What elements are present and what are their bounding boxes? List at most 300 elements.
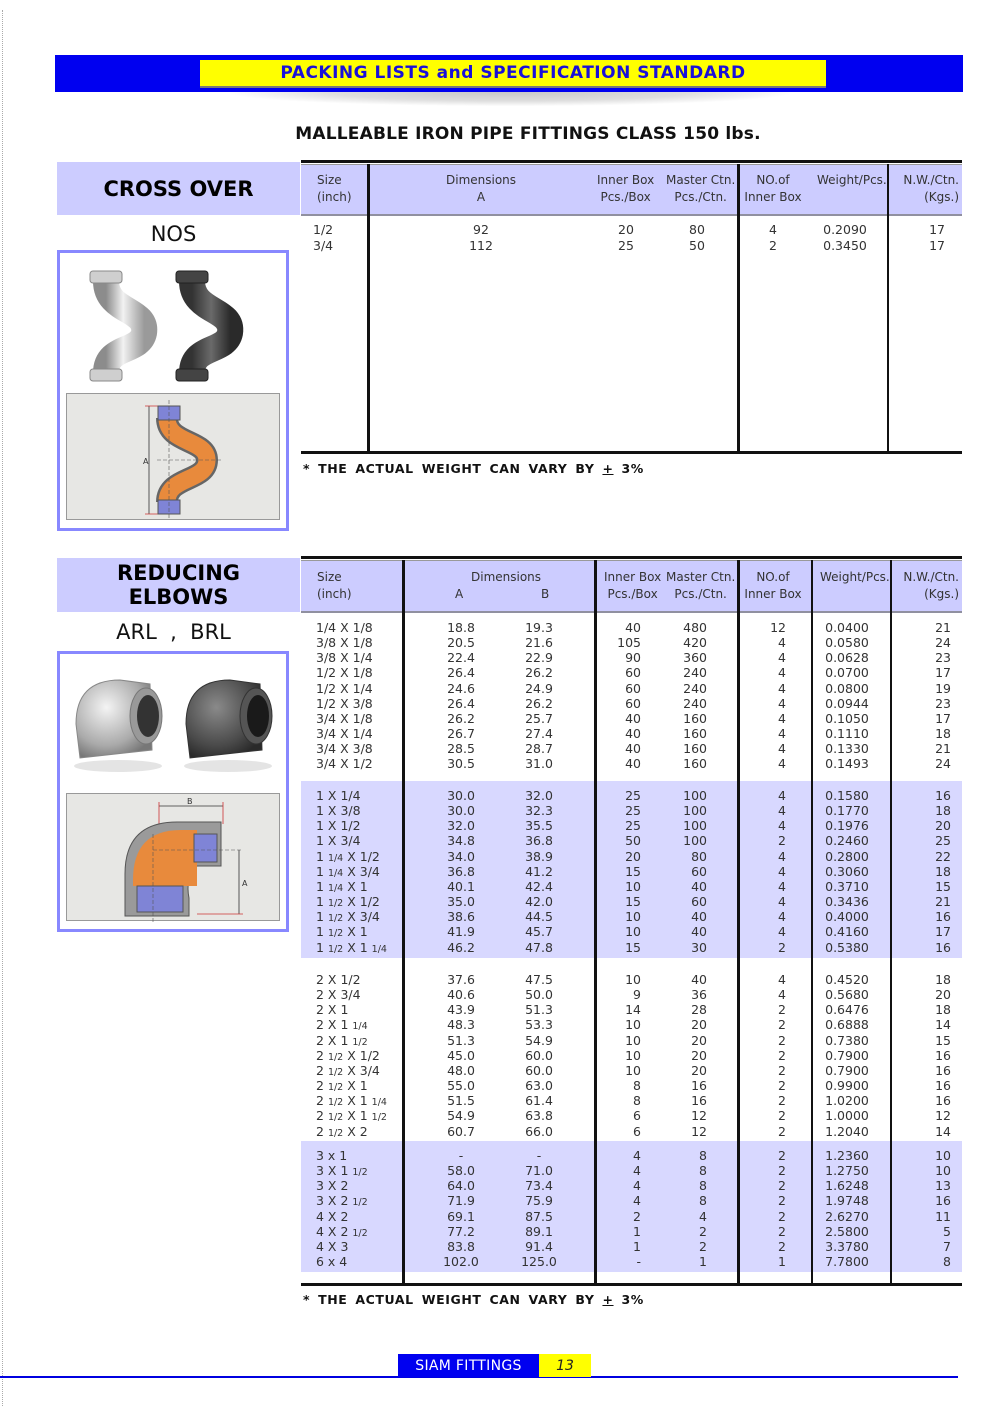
cell-dim-a: 38.6 xyxy=(447,909,475,925)
cell-dim-a: 26.2 xyxy=(447,710,475,726)
cell-no-of-inner-box: 4 xyxy=(778,863,786,879)
col-divider xyxy=(887,164,889,454)
cell-dim-b: 60.0 xyxy=(525,1047,553,1063)
cell-nw: 24 xyxy=(935,635,951,651)
cell-inner-box: 15 xyxy=(625,939,641,955)
table-row xyxy=(301,1108,962,1123)
cell-master-ctn: 40 xyxy=(691,924,707,940)
cell-master-ctn: 28 xyxy=(691,1002,707,1018)
col-dimensions-label: Dimensions xyxy=(446,173,517,187)
cell-master-ctn: 240 xyxy=(683,695,707,711)
cell-master-ctn: 240 xyxy=(683,680,707,696)
cell-inner-box: 2 xyxy=(633,1208,641,1224)
cell-nw: 20 xyxy=(935,987,951,1003)
header-title-box xyxy=(200,60,826,88)
cell-nw: 12 xyxy=(935,1108,951,1124)
cell-size: 3 X 1 1/2 xyxy=(316,1163,368,1179)
cell-dim-a: 26.4 xyxy=(447,695,475,711)
cell-no-of-inner-box: 4 xyxy=(778,848,786,864)
cell-master-ctn: 160 xyxy=(683,726,707,742)
table-row xyxy=(301,1017,962,1032)
cell-inner-box: 40 xyxy=(625,741,641,757)
cell-dim-a: 77.2 xyxy=(447,1223,475,1239)
cell-weight: 0.7900 xyxy=(825,1062,869,1078)
cell-size: 1 1/2 X 1 xyxy=(316,924,368,940)
table-row xyxy=(301,696,962,711)
col-dim-a: A xyxy=(455,587,464,601)
cell-no-of-inner-box: 2 xyxy=(778,1163,786,1179)
cell-no-of-inner-box: 4 xyxy=(778,803,786,819)
cell-weight: 0.0580 xyxy=(825,635,869,651)
cell-nw: 17 xyxy=(929,238,945,253)
drawing-label-a: A xyxy=(143,457,149,466)
cell-dim-a: 26.4 xyxy=(447,665,475,681)
cell-size: 4 X 3 xyxy=(316,1238,349,1254)
cell-no-of-inner-box: 4 xyxy=(769,222,777,237)
cell-nw: 18 xyxy=(935,803,951,819)
cell-dim-b: 66.0 xyxy=(525,1123,553,1139)
cell-size: 3/8 X 1/8 xyxy=(316,635,373,651)
table-row xyxy=(301,1178,962,1193)
cell-nw: 19 xyxy=(935,680,951,696)
cell-weight: 7.7800 xyxy=(825,1254,869,1270)
cell-nw: 21 xyxy=(935,741,951,757)
cell-nw: 25 xyxy=(935,833,951,849)
cell-size: 2 X 1 xyxy=(316,1002,349,1018)
col-weight xyxy=(817,172,887,189)
cell-size: 3/4 X 3/8 xyxy=(316,741,373,757)
cell-size: 1 X 3/8 xyxy=(316,803,361,819)
cell-inner-box: 10 xyxy=(625,909,641,925)
col-nw-unit: (Kgs.) xyxy=(924,190,959,204)
cell-nw: 17 xyxy=(929,222,945,237)
cell-inner-box: 40 xyxy=(625,756,641,772)
reducing-elbow-photo xyxy=(60,654,286,789)
cell-weight: 0.1493 xyxy=(825,756,869,772)
cell-no-of-inner-box: 2 xyxy=(778,1032,786,1048)
cell-weight: 0.2460 xyxy=(825,833,869,849)
table-row xyxy=(301,1002,962,1017)
cell-inner-box: 10 xyxy=(625,972,641,987)
cell-inner-box: 10 xyxy=(625,1017,641,1033)
cell-weight: 0.0800 xyxy=(825,680,869,696)
cell-no-of-inner-box: 2 xyxy=(778,1062,786,1078)
cell-weight: 0.0628 xyxy=(825,650,869,666)
table-row xyxy=(301,650,962,665)
cell-size: 1 1/4 X 1 xyxy=(316,878,368,894)
cell-nw: 10 xyxy=(935,1163,951,1179)
cell-size: 1/2 X 1/4 xyxy=(316,680,373,696)
table-row xyxy=(301,864,962,879)
cell-dim-a: 20.5 xyxy=(447,635,475,651)
cell-size: 1/2 xyxy=(313,222,334,237)
cell-master-ctn: 40 xyxy=(691,878,707,894)
galvanized-elbow-icon xyxy=(74,680,162,772)
cell-nw: 14 xyxy=(935,1017,951,1033)
cell-master-ctn: 16 xyxy=(691,1093,707,1109)
cell-nw: 20 xyxy=(935,818,951,834)
cell-size: 3 X 2 xyxy=(316,1178,349,1194)
cell-inner-box: 10 xyxy=(625,878,641,894)
table-row xyxy=(301,726,962,741)
cell-nw: 18 xyxy=(935,863,951,879)
cell-master-ctn: 4 xyxy=(699,1208,707,1224)
cell-size: 1 1/4 X 3/4 xyxy=(316,863,380,879)
col-master-ctn xyxy=(666,569,735,603)
cell-weight: 1.2750 xyxy=(825,1163,869,1179)
cell-dim-a: 64.0 xyxy=(447,1178,475,1194)
reducing-elbows-table xyxy=(301,556,962,1286)
cell-no-of-inner-box: 4 xyxy=(778,972,786,987)
cell-size: 1/4 X 1/8 xyxy=(316,620,373,635)
cell-weight: 0.3436 xyxy=(825,894,869,910)
page-margin-dots xyxy=(2,10,4,1406)
cell-no-of-inner-box: 2 xyxy=(778,1208,786,1224)
cell-dim-b: 21.6 xyxy=(525,635,553,651)
cell-inner-box: 105 xyxy=(617,635,641,651)
cell-weight: 1.6248 xyxy=(825,1178,869,1194)
cell-master-ctn: 160 xyxy=(683,710,707,726)
cell-dim-a: 71.9 xyxy=(447,1193,475,1209)
col-master-ctn-label: Master Ctn. xyxy=(666,173,736,187)
cell-no-of-inner-box: 4 xyxy=(778,680,786,696)
cell-size: 1 X 1/4 xyxy=(316,788,361,803)
cell-no-of-inner-box: 4 xyxy=(778,726,786,742)
cell-no-of-inner-box: 2 xyxy=(778,1178,786,1194)
cell-inner-box: 20 xyxy=(625,848,641,864)
cell-weight: 0.1976 xyxy=(825,818,869,834)
cell-no-of-inner-box: 4 xyxy=(778,710,786,726)
cell-no-of-inner-box: 4 xyxy=(778,741,786,757)
cell-weight: 0.0700 xyxy=(825,665,869,681)
cell-master-ctn: 80 xyxy=(691,848,707,864)
cell-dim-b: 31.0 xyxy=(525,756,553,772)
cell-dim-b: - xyxy=(536,1148,542,1163)
cell-inner-box: 60 xyxy=(625,695,641,711)
cell-weight: 0.0944 xyxy=(825,695,869,711)
cell-nw: 17 xyxy=(935,710,951,726)
cross-over-title: CROSS OVER xyxy=(103,176,254,201)
plus-minus-symbol: + xyxy=(602,1292,614,1307)
cell-weight: 0.4000 xyxy=(825,909,869,925)
col-dimensions xyxy=(446,172,516,206)
note-percent: 3% xyxy=(613,1292,644,1307)
cell-inner-box: 4 xyxy=(633,1178,641,1194)
cell-dim-b: 89.1 xyxy=(525,1223,553,1239)
cell-nw: 16 xyxy=(935,909,951,925)
reducing-elbow-drawing xyxy=(66,793,280,921)
cell-dim-a: 28.5 xyxy=(447,741,475,757)
table-row xyxy=(301,803,962,818)
table-row xyxy=(301,1224,962,1239)
cell-master-ctn: 160 xyxy=(683,741,707,757)
col-no-of-label: NO.of xyxy=(756,570,790,584)
col-divider xyxy=(367,164,370,454)
cell-size: 3/4 X 1/4 xyxy=(316,726,373,742)
table-row xyxy=(301,909,962,924)
table-top-rule xyxy=(301,556,962,559)
reducing-elbows-image-panel xyxy=(57,651,289,932)
cell-inner-box: 4 xyxy=(633,1193,641,1209)
table-row xyxy=(301,1163,962,1178)
cell-dim-b: 32.3 xyxy=(525,803,553,819)
cell-size: 3/4 X 1/2 xyxy=(316,756,373,772)
cell-dim-a: 48.3 xyxy=(447,1017,475,1033)
cell-inner-box: 10 xyxy=(625,1062,641,1078)
cell-inner-box: 6 xyxy=(633,1108,641,1124)
cell-dim-a: 24.6 xyxy=(447,680,475,696)
reducing-elbow-section-drawing xyxy=(67,794,285,924)
cell-master-ctn: 36 xyxy=(691,987,707,1003)
cell-no-of-inner-box: 4 xyxy=(778,987,786,1003)
cell-no-of-inner-box: 12 xyxy=(770,620,786,635)
drawing-label-b: B xyxy=(187,797,193,806)
cell-inner-box: 15 xyxy=(625,863,641,879)
cell-dim-b: 41.2 xyxy=(525,863,553,879)
cell-weight: 0.4520 xyxy=(825,972,869,987)
cell-master-ctn: 2 xyxy=(699,1223,707,1239)
col-size xyxy=(317,172,352,206)
cell-dim-b: 44.5 xyxy=(525,909,553,925)
cell-dim-a: 34.0 xyxy=(447,848,475,864)
cell-size: 2 X 1 1/4 xyxy=(316,1017,368,1033)
cell-size: 1 X 1/2 xyxy=(316,818,361,834)
table-row xyxy=(301,1033,962,1048)
cell-no-of-inner-box: 2 xyxy=(778,833,786,849)
cell-weight: 2.5800 xyxy=(825,1223,869,1239)
cell-master-ctn: 20 xyxy=(691,1062,707,1078)
cell-size: 1 1/2 X 3/4 xyxy=(316,909,380,925)
cell-dim-b: 63.0 xyxy=(525,1078,553,1094)
col-no-of-unit: Inner Box xyxy=(744,587,802,601)
col-no-of-unit: Inner Box xyxy=(744,190,802,204)
table-row xyxy=(301,879,962,894)
table-row xyxy=(301,924,962,939)
cell-dim-a: 36.8 xyxy=(447,863,475,879)
cross-over-section-drawing xyxy=(67,394,285,524)
cell-size: 2 1/2 X 3/4 xyxy=(316,1062,380,1078)
cell-master-ctn: 60 xyxy=(691,894,707,910)
table-row xyxy=(301,987,962,1002)
col-master-ctn-unit: Pcs./Ctn. xyxy=(674,190,727,204)
cell-dim-a: 45.0 xyxy=(447,1047,475,1063)
cell-dim-a: 32.0 xyxy=(447,818,475,834)
cell-nw: 16 xyxy=(935,1047,951,1063)
table-bottom-rule xyxy=(301,1283,962,1286)
cell-inner-box: 8 xyxy=(633,1078,641,1094)
page-number: 13 xyxy=(539,1354,591,1377)
cell-nw: 5 xyxy=(943,1223,951,1239)
plus-minus-symbol: + xyxy=(602,461,614,476)
cell-inner-box: 8 xyxy=(633,1093,641,1109)
cell-no-of-inner-box: 1 xyxy=(778,1254,786,1270)
cell-master-ctn: 60 xyxy=(691,863,707,879)
cell-size: 1 X 3/4 xyxy=(316,833,361,849)
cell-no-of-inner-box: 2 xyxy=(778,1148,786,1163)
cell-size: 2 X 1 1/2 xyxy=(316,1032,368,1048)
cell-size: 4 X 2 1/2 xyxy=(316,1223,368,1239)
cell-no-of-inner-box: 2 xyxy=(778,1017,786,1033)
cell-nw: 16 xyxy=(935,939,951,955)
cell-dim-a: 18.8 xyxy=(447,620,475,635)
col-no-of-label: NO.of xyxy=(756,173,790,187)
cell-weight: 0.1580 xyxy=(825,788,869,803)
cell-nw: 21 xyxy=(935,894,951,910)
cross-over-table xyxy=(301,160,962,454)
cell-master-ctn: 2 xyxy=(699,1238,707,1254)
cell-nw: 16 xyxy=(935,788,951,803)
reducing-elbows-title-line1: REDUCING xyxy=(116,561,241,585)
cell-dim-b: 35.5 xyxy=(525,818,553,834)
cell-nw: 21 xyxy=(935,620,951,635)
cell-inner-box: 20 xyxy=(618,222,634,237)
cell-dim-a: 92 xyxy=(473,222,489,237)
cell-dim-b: 47.8 xyxy=(525,939,553,955)
table-row xyxy=(301,711,962,726)
cell-weight: 0.2090 xyxy=(823,222,867,237)
cell-inner-box: 1 xyxy=(633,1238,641,1254)
cell-master-ctn: 80 xyxy=(689,222,705,237)
cell-master-ctn: 8 xyxy=(699,1193,707,1209)
cell-no-of-inner-box: 2 xyxy=(778,1108,786,1124)
cell-size: 3 X 2 1/2 xyxy=(316,1193,368,1209)
cell-dim-a: 51.3 xyxy=(447,1032,475,1048)
cell-master-ctn: 50 xyxy=(689,238,705,253)
cell-nw: 14 xyxy=(935,1123,951,1139)
cell-weight: 1.0200 xyxy=(825,1093,869,1109)
drawing-label-a: A xyxy=(242,879,248,888)
col-dim-a: A xyxy=(476,190,486,204)
cell-dim-b: 32.0 xyxy=(525,788,553,803)
cell-no-of-inner-box: 4 xyxy=(778,878,786,894)
cell-size: 2 X 3/4 xyxy=(316,987,361,1003)
cell-inner-box: 9 xyxy=(633,987,641,1003)
cell-size: 1/2 X 3/8 xyxy=(316,695,373,711)
cell-no-of-inner-box: 4 xyxy=(778,894,786,910)
cell-size: 1 1/4 X 1/2 xyxy=(316,848,380,864)
cell-weight: 0.9900 xyxy=(825,1078,869,1094)
cell-inner-box: 25 xyxy=(625,788,641,803)
cell-master-ctn: 100 xyxy=(683,803,707,819)
cell-inner-box: 25 xyxy=(625,818,641,834)
cell-weight: 0.2800 xyxy=(825,848,869,864)
cell-dim-b: 25.7 xyxy=(525,710,553,726)
cell-weight: 0.3060 xyxy=(825,863,869,879)
cell-dim-a: 60.7 xyxy=(447,1123,475,1139)
cell-nw: 7 xyxy=(943,1238,951,1254)
cell-dim-b: 125.0 xyxy=(521,1254,557,1270)
cell-master-ctn: 360 xyxy=(683,650,707,666)
cell-size: 2 1/2 X 2 xyxy=(316,1123,368,1139)
cell-master-ctn: 240 xyxy=(683,665,707,681)
cell-weight: 0.3710 xyxy=(825,878,869,894)
cell-dim-a: 34.8 xyxy=(447,833,475,849)
col-size-unit: (inch) xyxy=(317,587,352,601)
table-row xyxy=(301,1048,962,1063)
table-row xyxy=(301,238,962,253)
cell-no-of-inner-box: 4 xyxy=(778,650,786,666)
cell-no-of-inner-box: 2 xyxy=(778,1223,786,1239)
table-row xyxy=(301,788,962,803)
cell-no-of-inner-box: 4 xyxy=(778,635,786,651)
cell-weight: 0.7900 xyxy=(825,1047,869,1063)
cell-dim-a: 55.0 xyxy=(447,1078,475,1094)
col-no-of-inner-box xyxy=(744,172,802,206)
col-nw-label: N.W./Ctn. xyxy=(903,173,959,187)
cell-inner-box: 10 xyxy=(625,924,641,940)
cell-size: 2 1/2 X 1 1/2 xyxy=(316,1108,387,1124)
table-row xyxy=(301,833,962,848)
table-row xyxy=(301,1063,962,1078)
cell-inner-box: 14 xyxy=(625,1002,641,1018)
table-row xyxy=(301,972,962,987)
cell-master-ctn: 1 xyxy=(699,1254,707,1270)
cell-dim-a: 46.2 xyxy=(447,939,475,955)
table-row xyxy=(301,894,962,909)
cell-size: 2 X 1/2 xyxy=(316,972,361,987)
cell-size: 3 x 1 xyxy=(316,1148,348,1163)
col-inner-box-unit: Pcs./Box xyxy=(607,587,658,601)
col-dimensions xyxy=(471,569,541,586)
cell-weight: 0.5680 xyxy=(825,987,869,1003)
col-inner-box-unit: Pcs./Box xyxy=(600,190,651,204)
cell-weight: 0.4160 xyxy=(825,924,869,940)
col-size xyxy=(317,569,352,603)
col-nw xyxy=(897,569,959,603)
cell-master-ctn: 420 xyxy=(683,635,707,651)
cell-nw: 10 xyxy=(935,1148,951,1163)
col-master-ctn-unit: Pcs./Ctn. xyxy=(674,587,727,601)
cell-master-ctn: 20 xyxy=(691,1047,707,1063)
cell-dim-b: 19.3 xyxy=(525,620,553,635)
cell-dim-a: 43.9 xyxy=(447,1002,475,1018)
cell-nw: 8 xyxy=(943,1254,951,1270)
cell-dim-b: 51.3 xyxy=(525,1002,553,1018)
cell-master-ctn: 480 xyxy=(683,620,707,635)
cell-no-of-inner-box: 4 xyxy=(778,756,786,772)
cell-weight: 0.6888 xyxy=(825,1017,869,1033)
cell-weight: 0.3450 xyxy=(823,238,867,253)
cell-dim-b: 45.7 xyxy=(525,924,553,940)
table-header xyxy=(301,561,962,613)
cell-inner-box: 6 xyxy=(633,1123,641,1139)
cell-dim-a: 30.5 xyxy=(447,756,475,772)
cell-inner-box: 60 xyxy=(625,665,641,681)
table-row xyxy=(301,1209,962,1224)
page-subtitle: MALLEABLE IRON PIPE FITTINGS CLASS 150 lbs. xyxy=(295,124,761,144)
table-row xyxy=(301,1239,962,1254)
cross-over-image-panel xyxy=(57,250,289,531)
cell-dim-b: 28.7 xyxy=(525,741,553,757)
col-dimensions-label: Dimensions xyxy=(471,570,542,584)
col-size-label: Size xyxy=(317,173,342,187)
cell-no-of-inner-box: 2 xyxy=(778,1238,786,1254)
cell-dim-b: 61.4 xyxy=(525,1093,553,1109)
cell-nw: 17 xyxy=(935,924,951,940)
cell-master-ctn: 8 xyxy=(699,1178,707,1194)
cell-weight: 3.3780 xyxy=(825,1238,869,1254)
col-nw xyxy=(897,172,959,206)
cell-weight: 0.1050 xyxy=(825,710,869,726)
cell-dim-b: 54.9 xyxy=(525,1032,553,1048)
cell-dim-b: 42.0 xyxy=(525,894,553,910)
cell-master-ctn: 12 xyxy=(691,1108,707,1124)
table-row xyxy=(301,818,962,833)
cell-size: 4 X 2 xyxy=(316,1208,349,1224)
cell-size: 1 1/2 X 1 1/4 xyxy=(316,939,387,955)
col-inner-box xyxy=(597,172,654,206)
cell-inner-box: 40 xyxy=(625,710,641,726)
